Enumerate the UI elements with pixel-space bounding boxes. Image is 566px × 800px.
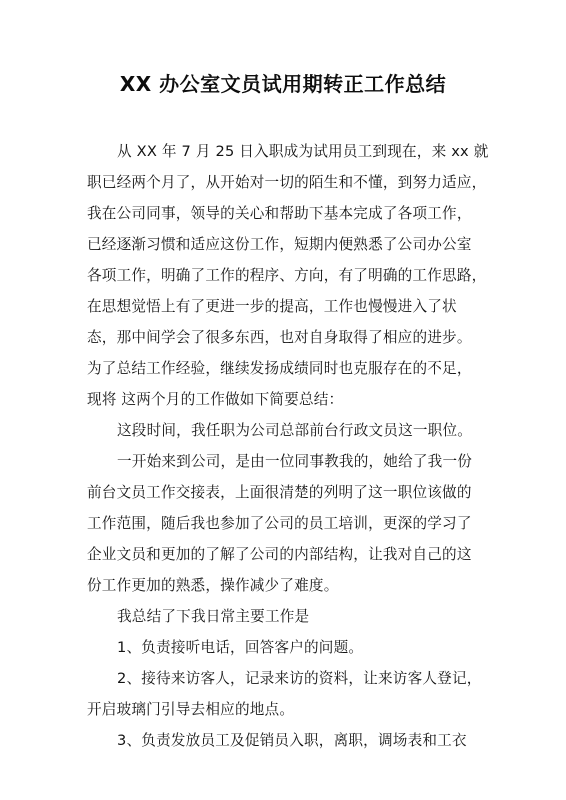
paragraph-line: 已经逐渐习惯和适应这份工作，短期内便熟悉了公司办公室 xyxy=(87,236,472,253)
paragraph-line: 职已经两个月了，从开始对一切的陌生和不懂，到努力适应， xyxy=(87,174,487,191)
paragraph-line: 态，那中间学会了很多东西，也对自身取得了相应的进步。 xyxy=(87,329,472,346)
paragraph-line: 这段时间，我任职为公司总部前台行政文员这一职位。 xyxy=(117,422,473,439)
list-item: 3、负责发放员工及促销员入职，离职，调场表和工衣 xyxy=(117,732,467,749)
list-item: 2、接待来访客人，记录来访的资料，让来访客人登记， xyxy=(117,670,482,687)
paragraph-line: 我总结了下我日常主要工作是 xyxy=(117,608,310,625)
document-title: XX 办公室文员试用期转正工作总结 xyxy=(119,72,447,96)
paragraph-line: 一开始来到公司，是由一位同事教我的，她给了我一份 xyxy=(117,453,473,470)
paragraph-line: 我在公司同事，领导的关心和帮助下基本完成了各项工作， xyxy=(87,205,472,222)
list-item: 1、负责接听电话，回答客户的问题。 xyxy=(117,639,364,656)
paragraph-line: 在思想觉悟上有了更进一步的提高，工作也慢慢进入了状 xyxy=(87,298,457,315)
paragraph-line: 前台文员工作交接表，上面很清楚的列明了这一职位该做的 xyxy=(87,484,472,501)
list-item-continuation: 开启玻璃门引导去相应的地点。 xyxy=(87,701,295,718)
paragraph-line: 从 XX 年 7 月 25 日入职成为试用员工到现在，来 xx 就 xyxy=(117,143,489,160)
paragraph-line: 份工作更加的熟悉，操作减少了难度。 xyxy=(87,577,339,594)
paragraph-line: 企业文员和更加的了解了公司的内部结构，让我对自己的这 xyxy=(87,546,472,563)
paragraph-line: 各项工作，明确了工作的程序、方向，有了明确的工作思路， xyxy=(87,267,487,284)
paragraph-line: 工作范围，随后我也参加了公司的员工培训，更深的学习了 xyxy=(87,515,472,532)
paragraph-line: 现将 这两个月的工作做如下简要总结： xyxy=(87,391,344,408)
paragraph-line: 为了总结工作经验，继续发扬成绩同时也克服存在的不足， xyxy=(87,360,472,377)
